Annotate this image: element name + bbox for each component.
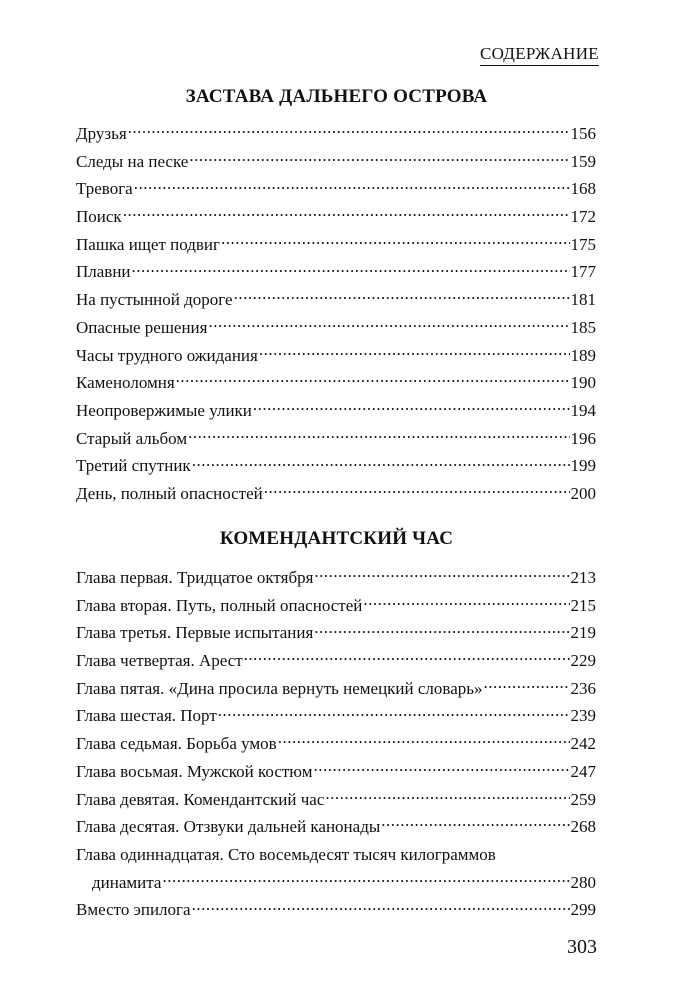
toc-entry[interactable] bbox=[76, 369, 596, 397]
section-title-komendantsky: КОМЕНДАНТСКИЙ ЧАС bbox=[219, 528, 454, 549]
toc-entry-title: Глава первая. Тридцатое октября bbox=[76, 568, 314, 587]
toc-entry[interactable] bbox=[76, 397, 596, 425]
dot-leader bbox=[314, 621, 569, 638]
toc-entry-title: Глава девятая. Комендантский час bbox=[76, 789, 325, 809]
toc-entry-page: 299 bbox=[570, 900, 596, 920]
dot-leader bbox=[314, 566, 569, 583]
toc-entry-page: 229 bbox=[570, 651, 596, 671]
dot-leader bbox=[176, 371, 570, 388]
toc-entry[interactable] bbox=[76, 592, 596, 620]
toc-entry-page: 199 bbox=[570, 456, 596, 476]
toc-entry-page: 190 bbox=[570, 373, 596, 393]
dot-leader bbox=[208, 316, 569, 333]
toc-entry-title: Друзья bbox=[76, 124, 127, 143]
dot-leader bbox=[234, 288, 570, 305]
toc-entry-title: Каменоломня bbox=[76, 373, 175, 393]
dot-leader bbox=[221, 233, 570, 250]
toc-entry-title: Часы трудного ожидания bbox=[76, 345, 258, 365]
dot-leader bbox=[162, 871, 569, 888]
dot-leader bbox=[278, 732, 570, 749]
section-title-zastava: ЗАСТАВА ДАЛЬНЕГО ОСТРОВА bbox=[185, 86, 488, 107]
toc-entry-page: 177 bbox=[570, 262, 596, 282]
toc-entry-title: Глава шестая. Порт bbox=[76, 706, 217, 726]
dot-leader bbox=[253, 399, 570, 416]
toc-entry-page: 259 bbox=[570, 789, 596, 809]
toc-entry-title: Глава третья. Первые испытания bbox=[76, 623, 314, 643]
toc-entry[interactable] bbox=[76, 342, 596, 370]
dot-leader bbox=[314, 760, 570, 777]
toc-entry-page: 215 bbox=[570, 595, 596, 615]
dot-leader bbox=[484, 677, 570, 694]
toc-entry-title: Пашка ищет подвиг bbox=[76, 234, 220, 254]
toc-entry[interactable] bbox=[76, 675, 596, 703]
toc-entry-title: Поиск bbox=[76, 207, 122, 227]
toc-entry[interactable] bbox=[76, 120, 596, 148]
dot-leader bbox=[325, 788, 569, 805]
toc-entry[interactable] bbox=[76, 258, 596, 286]
toc-entry-page: 168 bbox=[570, 179, 596, 199]
toc-entry[interactable] bbox=[76, 564, 596, 592]
toc-entry-title: Следы на песке bbox=[76, 151, 189, 171]
toc-entry-title: Вместо эпилога bbox=[76, 900, 191, 920]
toc-entry-title: Глава одиннадцатая. Сто восемьдесят тысяч килограммов bbox=[76, 844, 496, 864]
toc-entry[interactable] bbox=[76, 786, 596, 814]
dot-leader bbox=[363, 594, 569, 611]
toc-entry[interactable] bbox=[76, 758, 596, 786]
toc-entry[interactable] bbox=[76, 480, 596, 508]
dot-leader bbox=[244, 649, 570, 666]
toc-entry[interactable] bbox=[76, 702, 596, 730]
toc-entry-title: Глава вторая. Путь, полный опасностей bbox=[76, 595, 363, 615]
toc-entry-page: 247 bbox=[570, 761, 596, 781]
dot-leader bbox=[128, 122, 570, 139]
toc-entry[interactable] bbox=[76, 286, 596, 314]
toc-entry-page: 189 bbox=[570, 345, 596, 365]
toc-entry-page: 236 bbox=[570, 678, 596, 698]
toc-entry-title: Неопровержимые улики bbox=[76, 400, 252, 420]
page-number: 303 bbox=[567, 936, 597, 958]
toc-entry-page: 242 bbox=[570, 734, 596, 754]
toc-entry-title: На пустынной дороге bbox=[76, 290, 233, 310]
toc-entry[interactable] bbox=[76, 425, 596, 453]
toc-entry-page: 196 bbox=[570, 428, 596, 448]
toc-entry[interactable] bbox=[76, 231, 596, 259]
dot-leader bbox=[381, 815, 569, 832]
toc-entry-page: 156 bbox=[570, 124, 596, 143]
toc-entry-page: 200 bbox=[570, 483, 596, 503]
dot-leader bbox=[259, 344, 570, 361]
toc-entry-page: 172 bbox=[570, 207, 596, 227]
toc-entry-title: Глава пятая. «Дина просила вернуть немецкий словарь» bbox=[76, 678, 483, 698]
running-head: СОДЕРЖАНИЕ bbox=[480, 44, 599, 66]
toc-entry-page: 213 bbox=[570, 568, 596, 587]
toc-entry-title: Плавни bbox=[76, 262, 131, 282]
toc-list-section-1 bbox=[76, 120, 596, 508]
toc-entry-page: 181 bbox=[570, 290, 596, 310]
dot-leader bbox=[192, 898, 570, 915]
toc-list-section-2 bbox=[76, 564, 596, 924]
toc-entry[interactable] bbox=[76, 730, 596, 758]
toc-entry-page: 219 bbox=[570, 623, 596, 643]
toc-entry[interactable] bbox=[76, 896, 596, 924]
toc-entry-title: Глава седьмая. Борьба умов bbox=[76, 734, 277, 754]
toc-entry[interactable] bbox=[76, 452, 596, 480]
toc-entry-title: Глава четвертая. Арест bbox=[76, 651, 243, 671]
toc-entry-page: 194 bbox=[570, 400, 596, 420]
dot-leader bbox=[132, 260, 570, 277]
toc-entry-title: Тревога bbox=[76, 179, 133, 199]
toc-entry-page: 268 bbox=[570, 817, 596, 837]
dot-leader bbox=[264, 482, 570, 499]
dot-leader bbox=[123, 205, 570, 222]
toc-entry-title: Старый альбом bbox=[76, 428, 188, 448]
toc-entry-page: 159 bbox=[570, 151, 596, 171]
toc-entry[interactable] bbox=[76, 813, 596, 841]
toc-entry[interactable] bbox=[76, 175, 596, 203]
toc-entry-page: 280 bbox=[570, 872, 596, 892]
toc-entry-title: Опасные решения bbox=[76, 317, 208, 337]
toc-entry-title: Глава десятая. Отзвуки дальней канонады bbox=[76, 817, 381, 837]
dot-leader bbox=[189, 150, 569, 167]
toc-entry[interactable] bbox=[76, 841, 596, 896]
toc-entry-page: 175 bbox=[570, 234, 596, 254]
dot-leader bbox=[192, 454, 570, 471]
dot-leader bbox=[134, 177, 570, 194]
toc-entry-page: 239 bbox=[570, 706, 596, 726]
toc-entry-title: День, полный опасностей bbox=[76, 483, 263, 503]
toc-entry-continuation bbox=[76, 869, 596, 897]
toc-entry-title: Глава восьмая. Мужской костюм bbox=[76, 761, 313, 781]
toc-entry[interactable] bbox=[76, 619, 596, 647]
toc-entry[interactable] bbox=[76, 647, 596, 675]
dot-leader bbox=[218, 704, 570, 721]
dot-leader bbox=[188, 427, 569, 444]
toc-entry-title-cont: динамита bbox=[92, 872, 162, 892]
toc-entry-title: Третий спутник bbox=[76, 456, 191, 476]
toc-entry[interactable] bbox=[76, 314, 596, 342]
toc-entry-page: 185 bbox=[570, 317, 596, 337]
toc-entry[interactable] bbox=[76, 203, 596, 231]
toc-entry[interactable] bbox=[76, 148, 596, 176]
